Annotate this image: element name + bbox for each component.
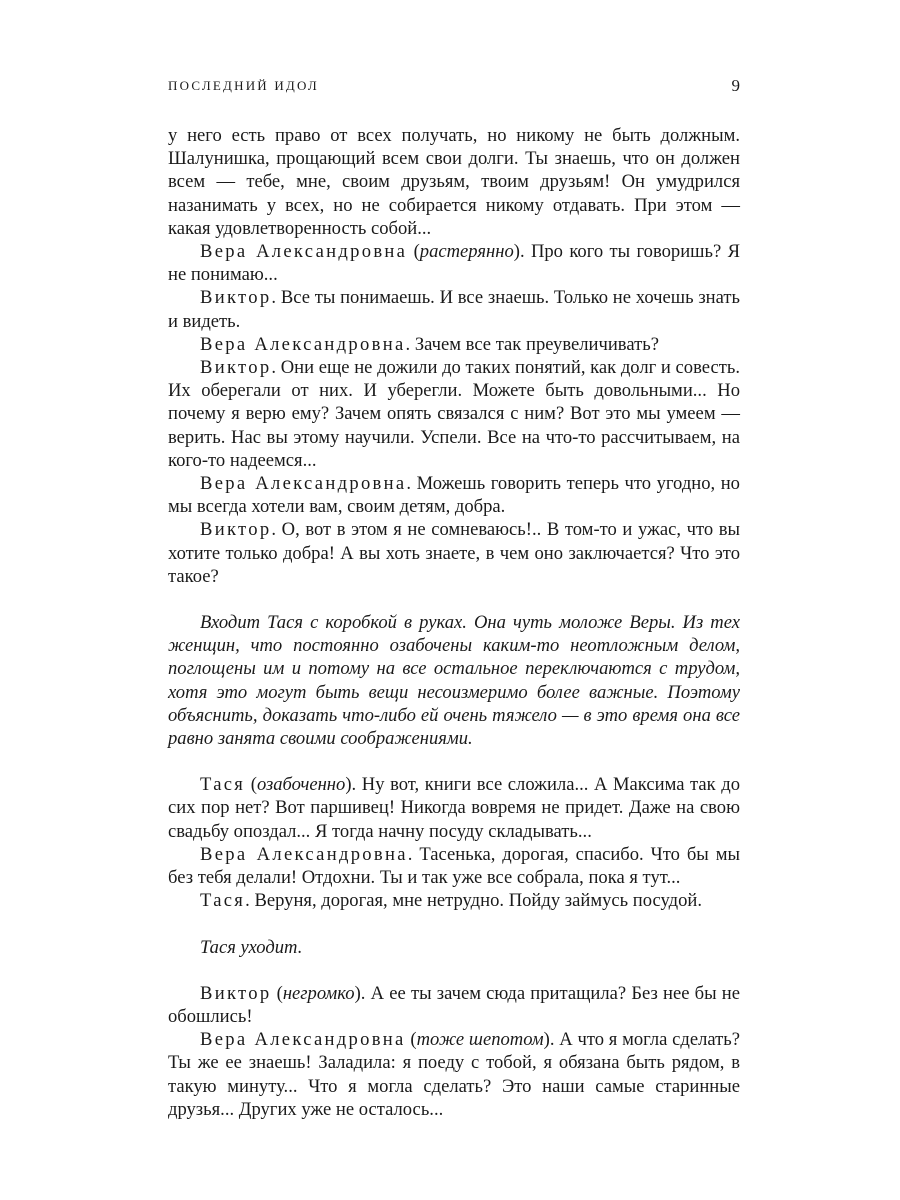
dialogue-line: Вера Александровна. Можешь говорить теперь что угодно, но мы всегда хотели вам, своим детям, добра.: [168, 473, 740, 518]
dialogue-line: Вера Александровна. Тасенька, дорогая, спасибо. Что бы мы без тебя делали! Отдохни. Ты и так уже все собрала, пока я тут...: [168, 843, 740, 889]
dialogue-line: Виктор. Они еще не дожили до таких понятий, как долг и совесть. Их оберегали от них. И уберегли. Можете быть довольными... Но почему я верю ему? Зачем опять связался с ним? Вот это мы умеем — верить. Нас вы этому научили. Успели. Все на что-то рассчитываем, на кого-то надеемся...: [168, 357, 740, 471]
speaker-name: Вера Александровна: [200, 333, 406, 355]
dialogue-line: Тася. Веруня, дорогая, мне нетрудно. Пойду займусь посудой.: [200, 890, 702, 912]
speaker-name: Виктор: [200, 287, 272, 309]
spacer: [168, 959, 740, 982]
spacer: [168, 750, 740, 773]
speaker-name: Вера Александровна: [200, 241, 408, 263]
dialogue-line: Виктор. Все ты понимаешь. И все знаешь. Только не хочешь знать и видеть.: [168, 287, 740, 332]
stage-remark: растерянно: [419, 241, 514, 263]
speaker-name: Тася: [200, 774, 246, 796]
speaker-name: Виктор: [200, 357, 272, 379]
dialogue-line: Тася (озабоченно). Ну вот, книги все сложила... А Максима так до сих пор нет? Вот паршивец! Никогда вовремя не придет. Даже на свою свадьбу опоздал... Я тогда начну посуду складывать...: [168, 774, 741, 842]
page-body: [168, 124, 740, 1121]
speaker-name: Тася: [200, 890, 246, 912]
page-header: [168, 78, 740, 98]
speaker-name: Вера Александровна: [200, 1029, 406, 1051]
dialogue-line: Вера Александровна. Зачем все так преувеличивать?: [200, 333, 659, 355]
dialogue-line: Вера Александровна (растерянно). Про кого ты говоришь? Я не понимаю...: [168, 241, 740, 286]
paragraph: у него есть право от всех получать, но никому не быть должным. Шалунишка, прощающий всем свои долги. Ты знаешь, что он должен всем — тебе, мне, своим друзьям, твоим друзьям! Он умудрился назанимать у всех, но не собирается никому отдавать. При этом — какая удовлетворенность собой...: [168, 125, 740, 239]
speaker-name: Виктор: [200, 519, 272, 541]
stage-direction: Входит Тася с коробкой в руках. Она чуть моложе Веры. Из тех женщин, что постоянно озабочены каким-то неотложным делом, поглощены им и потому на все остальное переключаются с трудом, хотя это могут быть вещи несоизмеримо более важные. Поэтому объяснить, доказать что-либо ей очень тяжело — в это время она все равно занята своими соображениями.: [168, 612, 740, 750]
speaker-name: Вера Александровна: [200, 473, 407, 495]
page-number: 9: [731, 76, 740, 95]
stage-remark: негромко: [282, 982, 355, 1004]
speaker-name: Вера Александровна: [200, 843, 408, 865]
dialogue-line: Вера Александровна (тоже шепотом). А что я могла сделать? Ты же ее знаешь! Заладила: я поеду с тобой, я обязана быть рядом, в такую минуту... Что я могла сделать? Это наши самые старинные друзья... Других уже не осталось...: [168, 1029, 740, 1120]
dialogue-line: Виктор (негромко). А ее ты зачем сюда притащила? Без нее бы не обошлись!: [168, 982, 740, 1027]
stage-remark: озабоченно: [256, 774, 346, 796]
stage-remark: тоже шепотом: [416, 1029, 544, 1051]
spacer: [168, 913, 740, 936]
dialogue-line: Виктор. О, вот в этом я не сомневаюсь!.. В том-то и ужас, что вы хотите только добра! А вы хоть знаете, в чем оно заключается? Что это такое?: [168, 519, 740, 587]
running-title: ПОСЛЕДНИЙ ИДОЛ: [168, 78, 319, 93]
spacer: [168, 588, 740, 611]
speaker-name: Виктор: [200, 982, 272, 1004]
stage-direction: Тася уходит.: [200, 936, 303, 958]
